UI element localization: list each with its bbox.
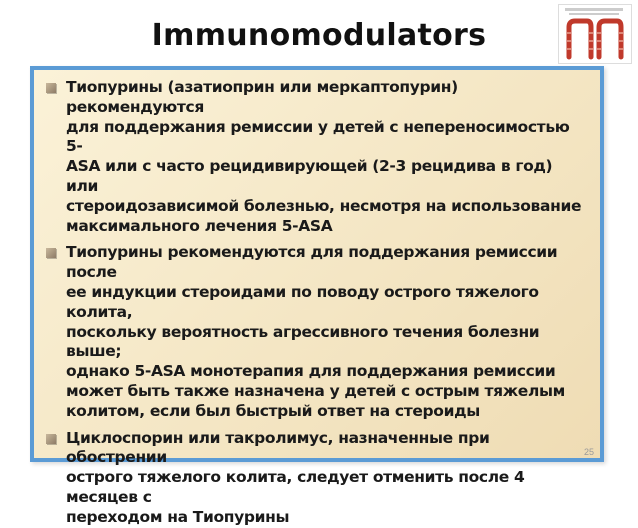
bullet-line: для поддержания ремиссии у детей с непереносимостью 5- xyxy=(66,117,570,156)
bullet-line: ASA или с часто рецидивирующей (2-3 рецидива в год) или xyxy=(66,157,553,195)
bullet-line: Тиопурины (азатиоприн или меркаптопурин) рекомендуются xyxy=(66,78,458,116)
content-panel xyxy=(30,66,604,526)
bullet-line: колитом, если был быстрый ответ на стероиды xyxy=(66,401,480,420)
page-number: 25 xyxy=(583,447,594,457)
bullet-item xyxy=(42,78,588,236)
bullet-line: однако 5-ASA монотерапия для поддержания ремиссии xyxy=(66,362,556,381)
bullet-item xyxy=(42,429,588,528)
colon-illustration xyxy=(558,4,632,64)
bullet-square-icon xyxy=(46,434,56,444)
bullet-item xyxy=(42,243,588,421)
bullet-line: переходом на Тиопурины xyxy=(66,507,290,526)
bullet-square-icon xyxy=(46,248,56,258)
bullet-line: ее индукции стероидами по поводу острого тяжелого колита, xyxy=(66,282,539,321)
bullet-line: поскольку вероятность агрессивного течения болезни выше; xyxy=(66,322,540,361)
bullet-line: Тиопурины рекомендуются для поддержания ремиссии после xyxy=(66,243,558,282)
bullet-list xyxy=(34,70,600,528)
slide-title: Immunomodulators xyxy=(151,18,487,53)
colon-illustration-icon xyxy=(559,5,631,63)
bullet-line: максимального лечения 5-ASA xyxy=(66,216,333,235)
bullet-line: острого тяжелого колита, следует отменить после 4 месяцев с xyxy=(66,468,525,506)
bullet-line: Циклоспорин или такролимус, назначенные при обострении xyxy=(66,428,490,467)
bullet-line: стероидозависимой болезнью, несмотря на использование xyxy=(66,196,582,215)
bullet-square-icon xyxy=(46,83,56,93)
bullet-line: может быть также назначена у детей с острым тяжелым xyxy=(66,381,565,400)
